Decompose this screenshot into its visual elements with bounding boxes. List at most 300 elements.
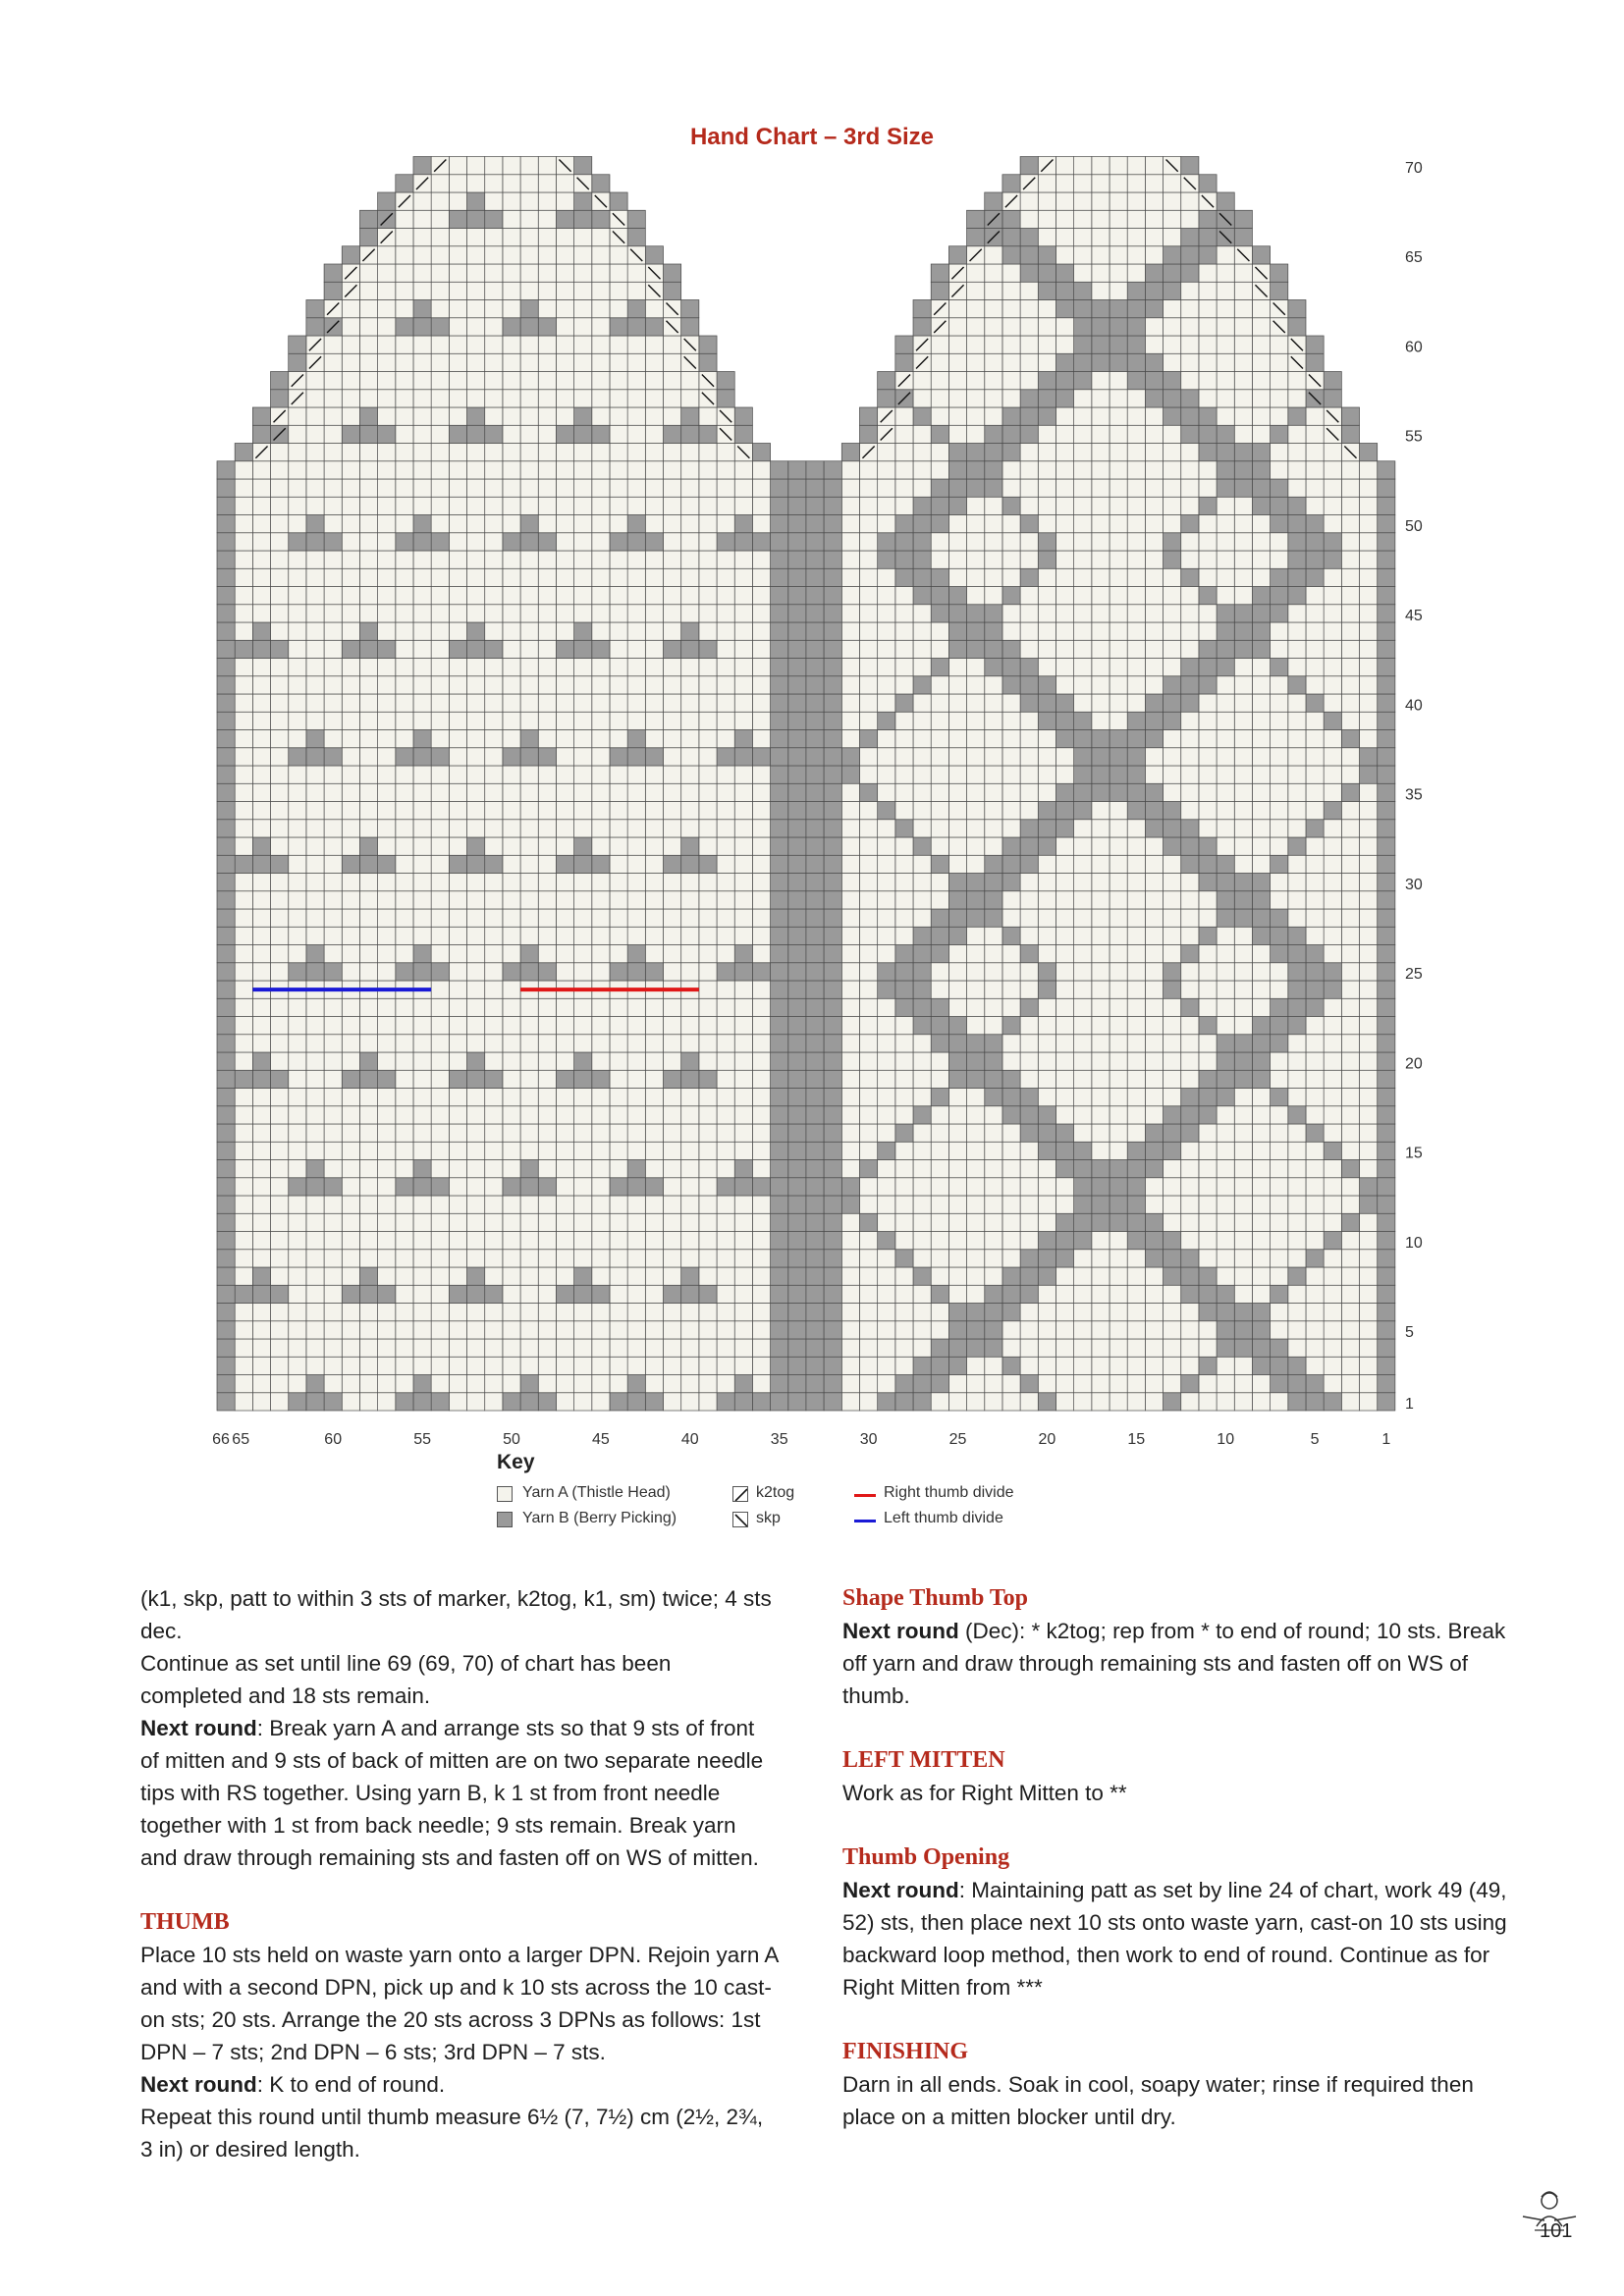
chart-cell [1092,568,1110,586]
chart-cell [699,963,717,981]
x-tick-label: 50 [503,1431,520,1448]
chart-cell [1002,1196,1020,1213]
chart-cell [948,712,966,729]
chart-cell [467,444,485,461]
chart-cell [574,1196,592,1213]
chart-cell [664,264,681,282]
chart-cell [235,1089,252,1106]
chart-cell [664,1339,681,1357]
chart-cell [1110,712,1127,729]
chart-cell [681,909,699,927]
chart-cell [1341,945,1359,963]
chart-cell [717,963,734,981]
chart-cell [913,1124,931,1142]
chart-cell [841,874,859,891]
chart-cell [985,640,1002,658]
chart-cell [485,622,503,640]
chart-cell [485,748,503,766]
chart-cell [1252,605,1270,622]
chart-cell [878,551,895,568]
chart-cell [306,1304,324,1321]
chart-cell [806,461,824,479]
chart-cell [1056,264,1073,282]
chart-cell [610,927,627,944]
chart-cell [359,461,377,479]
chart-cell [1002,390,1020,407]
chart-cell [574,1375,592,1393]
chart-cell [734,891,752,909]
chart-cell [520,1035,538,1052]
chart-cell [271,1393,289,1411]
chart-cell [1056,730,1073,748]
chart-cell [967,1375,985,1393]
chart-cell [252,730,270,748]
chart-cell [1341,515,1359,533]
chart-cell [913,1070,931,1088]
chart-cell [1110,587,1127,605]
chart-cell [1181,945,1199,963]
chart-cell [1145,1106,1163,1124]
chart-cell [1164,783,1181,801]
chart-cell [503,694,520,712]
chart-cell [1092,1017,1110,1035]
chart-cell [556,587,573,605]
chart-cell [1020,837,1038,855]
chart-cell [467,909,485,927]
y-tick-label: 50 [1405,517,1423,535]
chart-cell [1217,694,1234,712]
chart-cell [664,353,681,371]
chart-cell [1360,533,1378,551]
chart-cell [859,1285,877,1303]
chart-cell [1341,998,1359,1016]
chart-cell [1288,1393,1306,1411]
chart-cell [1127,192,1145,210]
chart-cell [627,1160,645,1178]
chart-cell [771,802,788,820]
chart-cell [1324,783,1341,801]
chart-cell [1020,282,1038,299]
chart-cell [841,1304,859,1321]
chart-cell [895,461,913,479]
chart-cell [717,1321,734,1339]
chart-cell [1234,515,1252,533]
chart-cell [306,1070,324,1088]
chart-cell [252,837,270,855]
chart-cell [1002,730,1020,748]
chart-cell [538,1124,556,1142]
chart-cell [771,820,788,837]
chart-cell [359,783,377,801]
chart-cell [878,533,895,551]
chart-cell [1145,802,1163,820]
chart-cell [1056,766,1073,783]
chart-cell [485,497,503,514]
chart-cell [1074,353,1092,371]
chart-cell [1020,1142,1038,1159]
chart-cell [1056,1142,1073,1159]
chart-cell [788,748,806,766]
chart-cell [645,891,663,909]
chart-cell [1164,210,1181,228]
chart-cell [1217,748,1234,766]
chart-cell [1110,1052,1127,1070]
chart-cell [556,783,573,801]
chart-cell [1074,515,1092,533]
chart-cell [324,1321,342,1339]
chart-cell [1306,1393,1324,1411]
chart-cell [1341,1017,1359,1035]
chart-cell [1324,1196,1341,1213]
chart-cell [503,622,520,640]
chart-cell [1324,640,1341,658]
chart-cell [610,1089,627,1106]
chart-cell [895,1106,913,1124]
chart-cell [396,927,413,944]
chart-cell [699,694,717,712]
chart-cell [1164,1052,1181,1070]
chart-cell [1127,264,1145,282]
chart-cell [627,1178,645,1196]
chart-cell [503,748,520,766]
chart-cell [1074,1052,1092,1070]
chart-cell [252,1178,270,1196]
chart-cell [1360,515,1378,533]
chart-cell [1092,210,1110,228]
chart-cell [664,1321,681,1339]
chart-cell [645,1250,663,1267]
chart-cell [556,246,573,264]
chart-cell [771,1035,788,1052]
chart-cell [1306,909,1324,927]
chart-cell [503,1160,520,1178]
chart-cell [895,1339,913,1357]
chart-cell [1127,909,1145,927]
chart-cell [734,766,752,783]
chart-cell [431,587,449,605]
chart-cell [878,927,895,944]
chart-cell [610,945,627,963]
chart-cell [217,820,235,837]
chart-cell [681,1035,699,1052]
chart-cell [1234,730,1252,748]
chart-cell [610,640,627,658]
chart-cell [771,963,788,981]
chart-cell [1092,1160,1110,1178]
chart-cell [752,461,770,479]
chart-cell [824,1124,841,1142]
chart-cell [1127,1124,1145,1142]
chart-cell [556,1160,573,1178]
chart-cell [771,1267,788,1285]
chart-cell [1145,1035,1163,1052]
chart-cell [841,891,859,909]
chart-cell [306,945,324,963]
chart-cell [913,855,931,873]
chart-cell [1092,479,1110,497]
chart-cell [627,605,645,622]
chart-cell [1074,479,1092,497]
chart-cell [556,300,573,318]
chart-cell [1181,1160,1199,1178]
chart-cell [841,909,859,927]
chart-cell [396,1339,413,1357]
chart-cell [520,874,538,891]
chart-cell [664,1052,681,1070]
chart-cell [252,1339,270,1357]
chart-cell [895,891,913,909]
chart-cell [878,479,895,497]
chart-cell [985,515,1002,533]
chart-cell [627,712,645,729]
chart-cell [1020,515,1038,533]
chart-cell [378,909,396,927]
chart-cell [503,587,520,605]
chart-cell [1324,1304,1341,1321]
chart-cell [1002,210,1020,228]
paragraph: Repeat this round until thumb measure 6½ (7, 7½) cm (2½, 2¾, 3 in) or desired length. [140,2105,764,2162]
chart-cell [1234,659,1252,676]
chart-cell [752,497,770,514]
chart-cell [252,855,270,873]
chart-cell [306,551,324,568]
chart-cell [574,694,592,712]
chart-cell [449,659,466,676]
chart-cell [1127,1285,1145,1303]
chart-cell [538,533,556,551]
chart-cell [1020,1393,1038,1411]
chart-cell [1306,622,1324,640]
chart-cell [1360,802,1378,820]
chart-cell [985,1393,1002,1411]
chart-cell [1288,783,1306,801]
chart-cell [841,1213,859,1231]
chart-cell [1360,1339,1378,1357]
chart-cell [1038,318,1056,336]
chart-cell [538,1375,556,1393]
chart-cell [271,1142,289,1159]
chart-cell [538,497,556,514]
chart-cell [806,837,824,855]
chart-cell [771,587,788,605]
chart-cell [841,1339,859,1357]
chart-cell [1164,1267,1181,1285]
chart-cell [503,1106,520,1124]
chart-cell [538,927,556,944]
chart-cell [664,444,681,461]
chart-cell [948,246,966,264]
chart-cell [431,730,449,748]
chart-cell [289,1106,306,1124]
chart-cell [503,981,520,998]
chart-cell [1324,372,1341,390]
chart-cell [645,372,663,390]
chart-cell [1038,1232,1056,1250]
chart-cell [931,802,948,820]
chart-cell [574,497,592,514]
chart-cell [574,605,592,622]
chart-cell [985,659,1002,676]
chart-cell [342,1106,359,1124]
chart-cell [467,336,485,353]
chart-cell [771,515,788,533]
chart-cell [1110,533,1127,551]
chart-cell [359,640,377,658]
chart-cell [1145,1017,1163,1035]
chart-cell [734,748,752,766]
chart-cell [841,1285,859,1303]
chart-cell [396,336,413,353]
chart-cell [1324,837,1341,855]
chart-cell [627,210,645,228]
chart-cell [520,282,538,299]
chart-cell [806,963,824,981]
chart-cell [574,336,592,353]
chart-cell [1288,1160,1306,1178]
chart-cell [1341,837,1359,855]
chart-cell [1234,640,1252,658]
chart-cell [681,963,699,981]
chart-cell [645,353,663,371]
chart-cell [324,820,342,837]
chart-cell [289,1232,306,1250]
chart-cell [841,1393,859,1411]
chart-cell [342,622,359,640]
chart-cell [1181,676,1199,694]
chart-cell [1164,1304,1181,1321]
chart-cell [1288,1304,1306,1321]
chart-cell [538,479,556,497]
chart-cell [252,1250,270,1267]
chart-cell [734,802,752,820]
chart-cell [217,640,235,658]
chart-cell [359,1124,377,1142]
chart-cell [431,1070,449,1088]
chart-cell [752,927,770,944]
chart-cell [1341,1321,1359,1339]
chart-cell [699,659,717,676]
chart-cell [467,1035,485,1052]
chart-cell [217,1213,235,1231]
chart-cell [1145,820,1163,837]
chart-cell [306,300,324,318]
chart-cell [985,372,1002,390]
chart-cell [931,1106,948,1124]
chart-cell [1110,622,1127,640]
chart-cell [431,1250,449,1267]
chart-cell [520,748,538,766]
chart-cell [396,300,413,318]
chart-cell [734,1393,752,1411]
chart-cell [985,945,1002,963]
chart-cell [556,891,573,909]
chart-cell [538,855,556,873]
chart-cell [1092,1304,1110,1321]
chart-cell [1199,497,1217,514]
chart-cell [1038,1106,1056,1124]
chart-cell [289,891,306,909]
chart-cell [324,766,342,783]
chart-cell [824,1017,841,1035]
chart-cell [503,1321,520,1339]
chart-cell [1145,766,1163,783]
chart-cell [485,407,503,425]
chart-cell [574,353,592,371]
chart-cell [1252,783,1270,801]
chart-cell [485,1089,503,1106]
chart-cell [1074,981,1092,998]
chart-cell [1341,640,1359,658]
chart-cell [449,1106,466,1124]
chart-cell [1324,515,1341,533]
chart-cell [1020,1070,1038,1088]
chart-cell [1110,318,1127,336]
chart-cell [1378,730,1395,748]
chart-cell [948,820,966,837]
chart-cell [556,568,573,586]
chart-cell [610,622,627,640]
chart-cell [752,694,770,712]
chart-cell [217,891,235,909]
chart-cell [878,783,895,801]
chart-cell [449,444,466,461]
chart-cell [485,1232,503,1250]
chart-cell [556,676,573,694]
chart-cell [824,998,841,1016]
chart-cell [681,1393,699,1411]
chart-cell [503,640,520,658]
chart-cell [788,568,806,586]
chart-cell [931,622,948,640]
chart-cell [342,837,359,855]
chart-cell [306,891,324,909]
chart-cell [467,479,485,497]
chart-cell [1271,533,1288,551]
chart-cell [788,694,806,712]
chart-cell [1199,1393,1217,1411]
chart-cell [967,712,985,729]
chart-cell [217,515,235,533]
chart-cell [396,1267,413,1285]
chart-cell [520,1070,538,1088]
chart-cell [396,353,413,371]
chart-cell [1145,246,1163,264]
chart-cell [734,1250,752,1267]
chart-cell [1164,568,1181,586]
chart-cell [699,533,717,551]
y-tick-label: 30 [1405,876,1423,893]
chart-cell [895,444,913,461]
chart-cell [378,336,396,353]
chart-cell [359,336,377,353]
chart-cell [592,766,610,783]
chart-cell [788,1267,806,1285]
chart-cell [289,605,306,622]
chart-cell [1234,1357,1252,1374]
chart-cell [1164,730,1181,748]
chart-cell [806,748,824,766]
chart-cell [1288,694,1306,712]
chart-cell [1324,622,1341,640]
chart-cell [752,855,770,873]
chart-cell [752,587,770,605]
chart-cell [342,748,359,766]
chart-cell [1288,1339,1306,1357]
chart-cell [1145,1393,1163,1411]
chart-cell [752,1106,770,1124]
chart-cell [217,1285,235,1303]
chart-cell [503,605,520,622]
